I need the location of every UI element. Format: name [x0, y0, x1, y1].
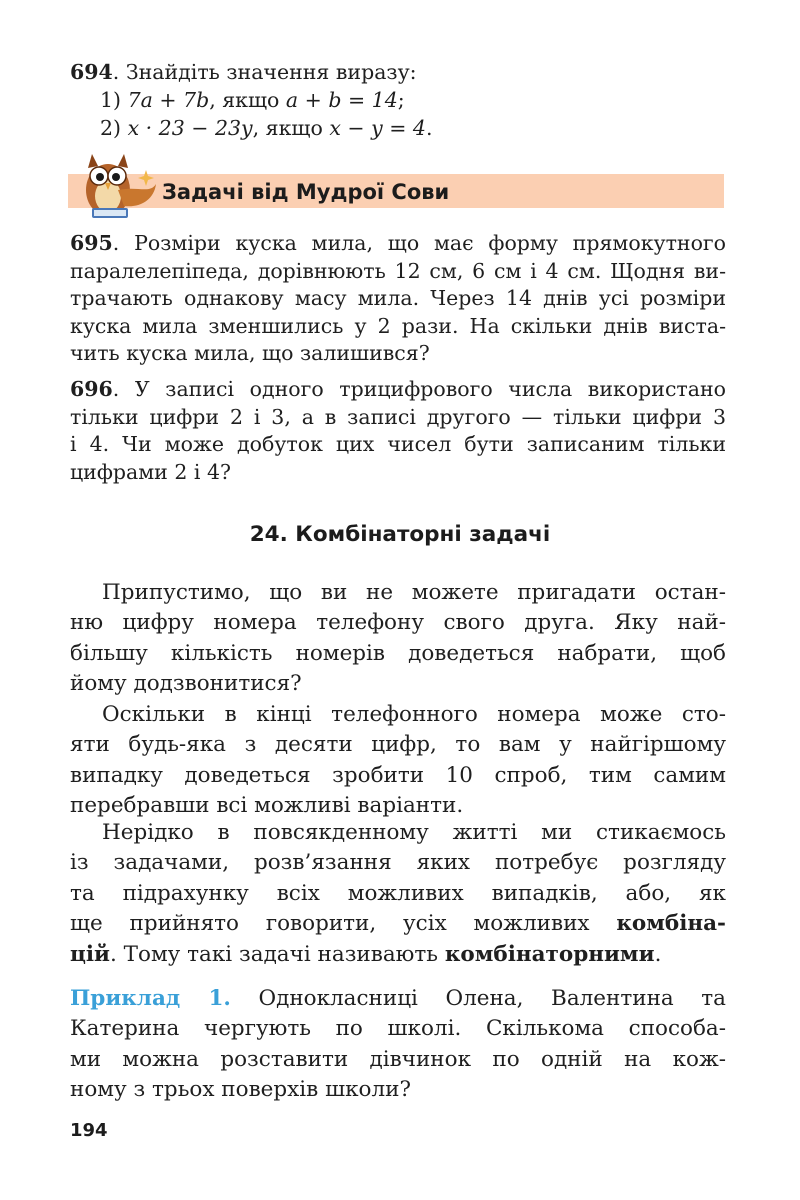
- bold-term: комбіна-: [616, 911, 726, 937]
- text-line: із задачами, розв’язання яких потребує розгляду: [70, 850, 726, 876]
- text-line: тільки цифри 2 і 3, а в записі другого — тільки цифри 3: [70, 404, 726, 429]
- text-line: Припустимо, що ви не можете пригадати остан-: [102, 580, 726, 605]
- problem-694: [70, 58, 432, 142]
- banner-title: Задачі від Мудрої Сови: [162, 180, 450, 204]
- text-line: ми можна розставити дівчинок по одній на кож-: [70, 1046, 726, 1072]
- problem-694-intro: 694. Знайдіть значення виразу:: [70, 60, 417, 84]
- text-line: ню цифру номера телефону свого друга. Яку най-: [70, 610, 726, 636]
- text-line: паралелепіпеда, дорівнюють 12 см, 6 см і 4 см. Щодня ви-: [70, 258, 726, 283]
- example-1: [70, 984, 726, 1106]
- text-line: чить куска мила, що залишився?: [70, 341, 430, 365]
- problem-number: 695: [70, 231, 113, 255]
- problem-694-item-2: 2) x · 23 − 23y, якщо x − y = 4.: [100, 116, 433, 140]
- text-line: трачають однакову масу мила. Через 14 днів усі розміри: [70, 286, 726, 310]
- problem-number: 696: [70, 377, 113, 401]
- text-line: яти будь-яка з десяти цифр, то вам у найгіршому: [70, 732, 726, 758]
- paragraph-1: [70, 578, 726, 700]
- owl-icon: [74, 150, 166, 222]
- math-condition: a + b = 14: [285, 88, 398, 112]
- text-line: більшу кількість номерів доведеться набрати, щоб: [70, 640, 726, 666]
- text-line: куска мила зменшились у 2 рази. На скільки днів виста-: [70, 313, 726, 338]
- problem-695: [70, 230, 726, 368]
- text-line: випадку доведеться зробити 10 спроб, тим самим: [70, 762, 726, 788]
- problem-696: [70, 376, 726, 486]
- text-line: перебравши всі можливі варіанти.: [70, 793, 464, 819]
- text-line: йому додзвонитися?: [70, 671, 302, 697]
- paragraph-2: [70, 700, 726, 822]
- page-number: 194: [70, 1120, 108, 1141]
- text-line: та підрахунку всіх можливих випадків, або, як: [70, 880, 726, 906]
- text-line: ному з трьох поверхів школи?: [70, 1077, 411, 1103]
- section-title: 24. Комбінаторні задачі: [249, 522, 551, 547]
- example-label: Приклад 1.: [70, 986, 231, 1011]
- text-line: 695. Розміри куска мила, що має форму прямокутного: [70, 231, 726, 255]
- paragraph-3: [70, 818, 726, 970]
- text-line: Приклад 1. Однокласниці Олена, Валентина та: [70, 986, 726, 1011]
- math-condition: x − y = 4: [329, 116, 426, 140]
- bold-term: комбінаторними: [444, 941, 655, 967]
- problem-694-item-1: 1) 7a + 7b, якщо a + b = 14;: [100, 88, 405, 112]
- bold-term: цій: [70, 941, 110, 967]
- problem-number: 694: [70, 60, 113, 84]
- text-line: 696. У записі одного трицифрового числа використано: [70, 377, 726, 401]
- text-line: Оскільки в кінці телефонного номера може сто-: [102, 702, 726, 727]
- text-line: Нерідко в повсякденному житті ми стикаємось: [102, 820, 726, 845]
- text-line: Катерина чергують по школі. Скількома способа-: [70, 1016, 726, 1042]
- math-expression: 7a + 7b: [127, 88, 210, 112]
- text-line: ще прийнято говорити, усіх можливих комбіна-: [70, 911, 726, 937]
- text-line: цифрами 2 і 4?: [70, 459, 232, 484]
- text-line: і 4. Чи може добуток цих чисел бути записаним тільки: [70, 432, 726, 456]
- math-expression: x · 23 − 23y: [127, 116, 253, 140]
- text-line: цій. Тому такі задачі називають комбінаторними.: [70, 941, 662, 967]
